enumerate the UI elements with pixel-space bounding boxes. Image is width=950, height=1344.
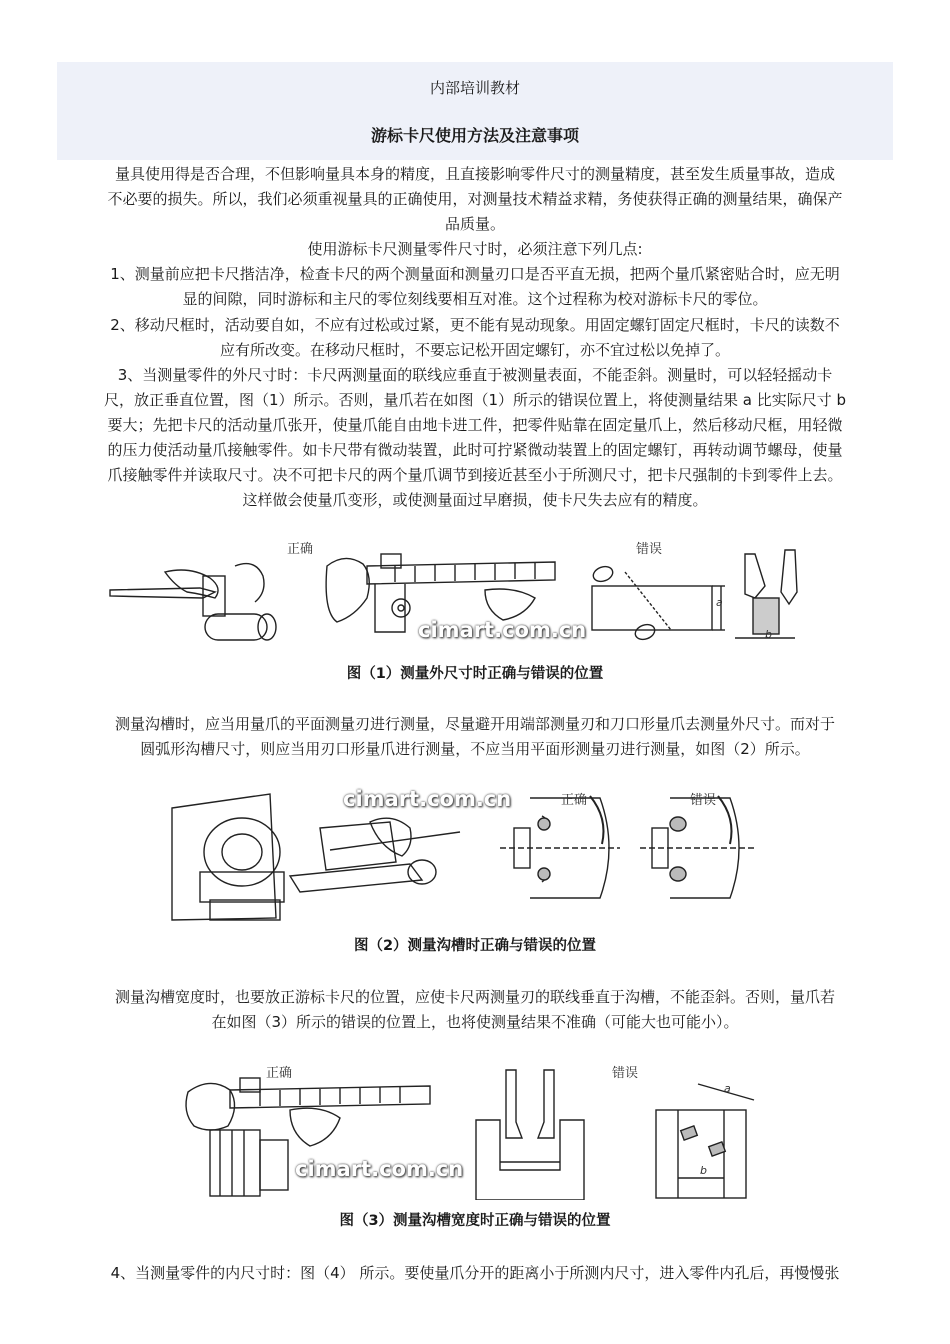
figure-2-caption: 图（2）测量沟槽时正确与错误的位置 — [353, 938, 597, 954]
figure-3-dim-b: b — [700, 1164, 707, 1177]
doc-title: 游标卡尺使用方法及注意事项 — [370, 126, 579, 145]
intro-line: 品质量。 — [444, 215, 505, 233]
point3-line: 的压力使活动量爪接触零件。如卡尺带有微动装置，此时可拧紧微动装置上的固定螺钉，再转动调节螺母，使量 — [107, 441, 843, 459]
figure-1-dim-b: b — [765, 628, 772, 641]
point3-line: 尺，放正垂直位置，图（1）所示。否则，量爪若在如图（1）所示的错误位置上，将使测量结果 a 比实际尺寸 b — [103, 391, 847, 409]
point1-line: 1、测量前应把卡尺揩洁净，检查卡尺的两个测量面和测量刃口是否平直无损，把两个量爪紧密贴合时，应无明 — [110, 265, 840, 283]
width-para-line: 在如图（3）所示的错误的位置上，也将使测量结果不准确（可能大也可能小）。 — [211, 1013, 739, 1031]
figure-1-caption: 图（1）测量外尺寸时正确与错误的位置 — [346, 666, 604, 682]
intro-line: 使用游标卡尺测量零件尺寸时，必须注意下列几点: — [307, 240, 643, 258]
doc-subtitle: 内部培训教材 — [429, 79, 520, 97]
groove-para-line: 圆弧形沟槽尺寸，则应当用刃口形量爪进行测量，不应当用平面形测量刃进行测量，如图（2）所示。 — [140, 740, 810, 758]
figure-2-watermark: cimart.com.cn — [343, 787, 512, 811]
figure-1-dim-a: a — [716, 596, 723, 609]
point3-line: 3、当测量零件的外尺寸时：卡尺两测量面的联线应垂直于被测量表面，不能歪斜。测量时，可以轻轻摇动卡 — [117, 366, 833, 384]
figure-3 — [170, 1060, 770, 1200]
point4-line: 4、当测量零件的内尺寸时：图（4） 所示。要使量爪分开的距离小于所测内尺寸，进入零件内孔后，再慢慢张 — [110, 1264, 840, 1282]
figure-1-wrong-label: 错误 — [636, 542, 663, 557]
figure-2-correct-label: 正确 — [561, 793, 588, 808]
intro-line: 不必要的损失。所以，我们必须重视量具的正确使用，对测量技术精益求精，务使获得正确的测量结果，确保产 — [107, 190, 843, 208]
figure-3-dim-a: a — [724, 1082, 731, 1095]
figure-3-illustration — [170, 1060, 770, 1200]
figure-1-correct-label: 正确 — [287, 542, 314, 557]
point3-line: 爪接触零件并读取尺寸。决不可把卡尺的两个量爪调节到接近甚至小于所测尺寸，把卡尺强制的卡到零件上去。 — [107, 466, 843, 484]
intro-line: 量具使用得是否合理，不但影响量具本身的精度，且直接影响零件尺寸的测量精度，甚至发生质量事故，造成 — [114, 165, 835, 183]
figure-1-watermark: cimart.com.cn — [418, 618, 587, 642]
point3-line: 要大；先把卡尺的活动量爪张开，使量爪能自由地卡进工件，把零件贴靠在固定量爪上，然后移动尺框，用轻微 — [107, 416, 843, 434]
figure-3-caption: 图（3）测量沟槽宽度时正确与错误的位置 — [339, 1213, 611, 1229]
point2-line: 2、移动尺框时，活动要自如，不应有过松或过紧，更不能有晃动现象。用固定螺钉固定尺框时，卡尺的读数不 — [110, 316, 840, 334]
point3-line: 这样做会使量爪变形，或使测量面过早磨损，使卡尺失去应有的精度。 — [242, 491, 708, 509]
point2-line: 应有所改变。在移动尺框时，不要忘记松开固定螺钉，亦不宜过松以免掉了。 — [219, 341, 730, 359]
point1-line: 显的间隙，同时游标和主尺的零位刻线要相互对准。这个过程称为校对游标卡尺的零位。 — [182, 290, 768, 308]
width-para-line: 测量沟槽宽度时，也要放正游标卡尺的位置，应使卡尺两测量刃的联线垂直于沟槽，不能歪斜。否则，量爪若 — [114, 988, 835, 1006]
groove-para-line: 测量沟槽时，应当用量爪的平面测量刃进行测量，尽量避开用端部测量刃和刀口形量爪去测量外尺寸。而对于 — [114, 715, 835, 733]
figure-3-correct-label: 正确 — [266, 1066, 293, 1081]
figure-3-watermark: cimart.com.cn — [295, 1157, 464, 1181]
figure-3-wrong-label: 错误 — [612, 1066, 639, 1081]
figure-2-wrong-label: 错误 — [690, 793, 717, 808]
